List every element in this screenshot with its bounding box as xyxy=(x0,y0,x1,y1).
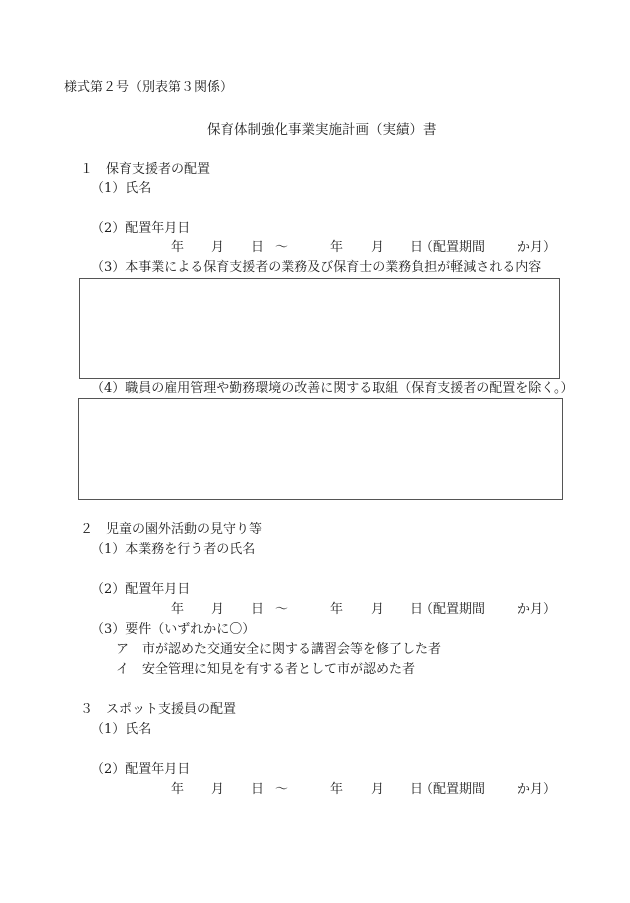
tilde: ～ xyxy=(275,782,289,797)
section2-date-label: （2）配置年月日 xyxy=(91,582,191,597)
month-label: 月 xyxy=(211,782,225,797)
period-open-label: （配置期間 xyxy=(420,240,486,255)
month-label: 月 xyxy=(371,602,385,617)
day-label: 日 xyxy=(410,602,424,617)
section2-option-a[interactable]: ア 市が認めた交通安全に関する講習会等を修了した者 xyxy=(116,642,442,657)
months-close-label: か月） xyxy=(517,240,557,255)
section2-name-label: （1）本業務を行う者の氏名 xyxy=(91,542,256,557)
section2-option-i[interactable]: イ 安全管理に知見を有する者として市が認めた者 xyxy=(116,662,416,677)
year-label: 年 xyxy=(171,782,185,797)
month-label: 月 xyxy=(211,602,225,617)
form-reference: 様式第２号（別表第３関係） xyxy=(64,80,234,95)
page-title: 保育体制強化事業実施計画（実績）書 xyxy=(207,122,437,138)
section1-name-label: （1）氏名 xyxy=(91,181,152,196)
day-label: 日 xyxy=(410,240,424,255)
period-open-label: （配置期間 xyxy=(420,602,486,617)
section3-name-label: （1）氏名 xyxy=(91,722,152,737)
section1-heading: １ 保育支援者の配置 xyxy=(80,162,211,177)
month-label: 月 xyxy=(371,782,385,797)
month-label: 月 xyxy=(211,240,225,255)
section3-date-label: （2）配置年月日 xyxy=(91,762,191,777)
year-label: 年 xyxy=(330,602,344,617)
section1-item3-label: （3）本事業による保育支援者の業務及び保育士の業務負担が軽減される内容 xyxy=(91,260,542,275)
section2-heading: ２ 児童の園外活動の見守り等 xyxy=(80,522,263,537)
period-open-label: （配置期間 xyxy=(420,782,486,797)
section1-period-row xyxy=(0,240,560,256)
section1-item3-textarea[interactable] xyxy=(79,278,560,379)
tilde: ～ xyxy=(275,602,289,617)
tilde: ～ xyxy=(275,240,289,255)
year-label: 年 xyxy=(171,602,185,617)
day-label: 日 xyxy=(251,240,265,255)
day-label: 日 xyxy=(251,782,265,797)
day-label: 日 xyxy=(251,602,265,617)
section3-period-row xyxy=(0,782,560,798)
day-label: 日 xyxy=(410,782,424,797)
year-label: 年 xyxy=(330,782,344,797)
section3-heading: ３ スポット支援員の配置 xyxy=(80,702,237,717)
year-label: 年 xyxy=(171,240,185,255)
section1-date-label: （2）配置年月日 xyxy=(91,221,191,236)
month-label: 月 xyxy=(371,240,385,255)
months-close-label: か月） xyxy=(517,602,557,617)
year-label: 年 xyxy=(330,240,344,255)
section1-item4-label: （4）職員の雇用管理や勤務環境の改善に関する取組（保育支援者の配置を除く。） xyxy=(91,381,574,396)
months-close-label: か月） xyxy=(517,782,557,797)
section2-period-row xyxy=(0,602,560,618)
section2-requirements-label: （3）要件（いずれかに〇） xyxy=(91,622,256,637)
section1-item4-textarea[interactable] xyxy=(78,398,563,500)
